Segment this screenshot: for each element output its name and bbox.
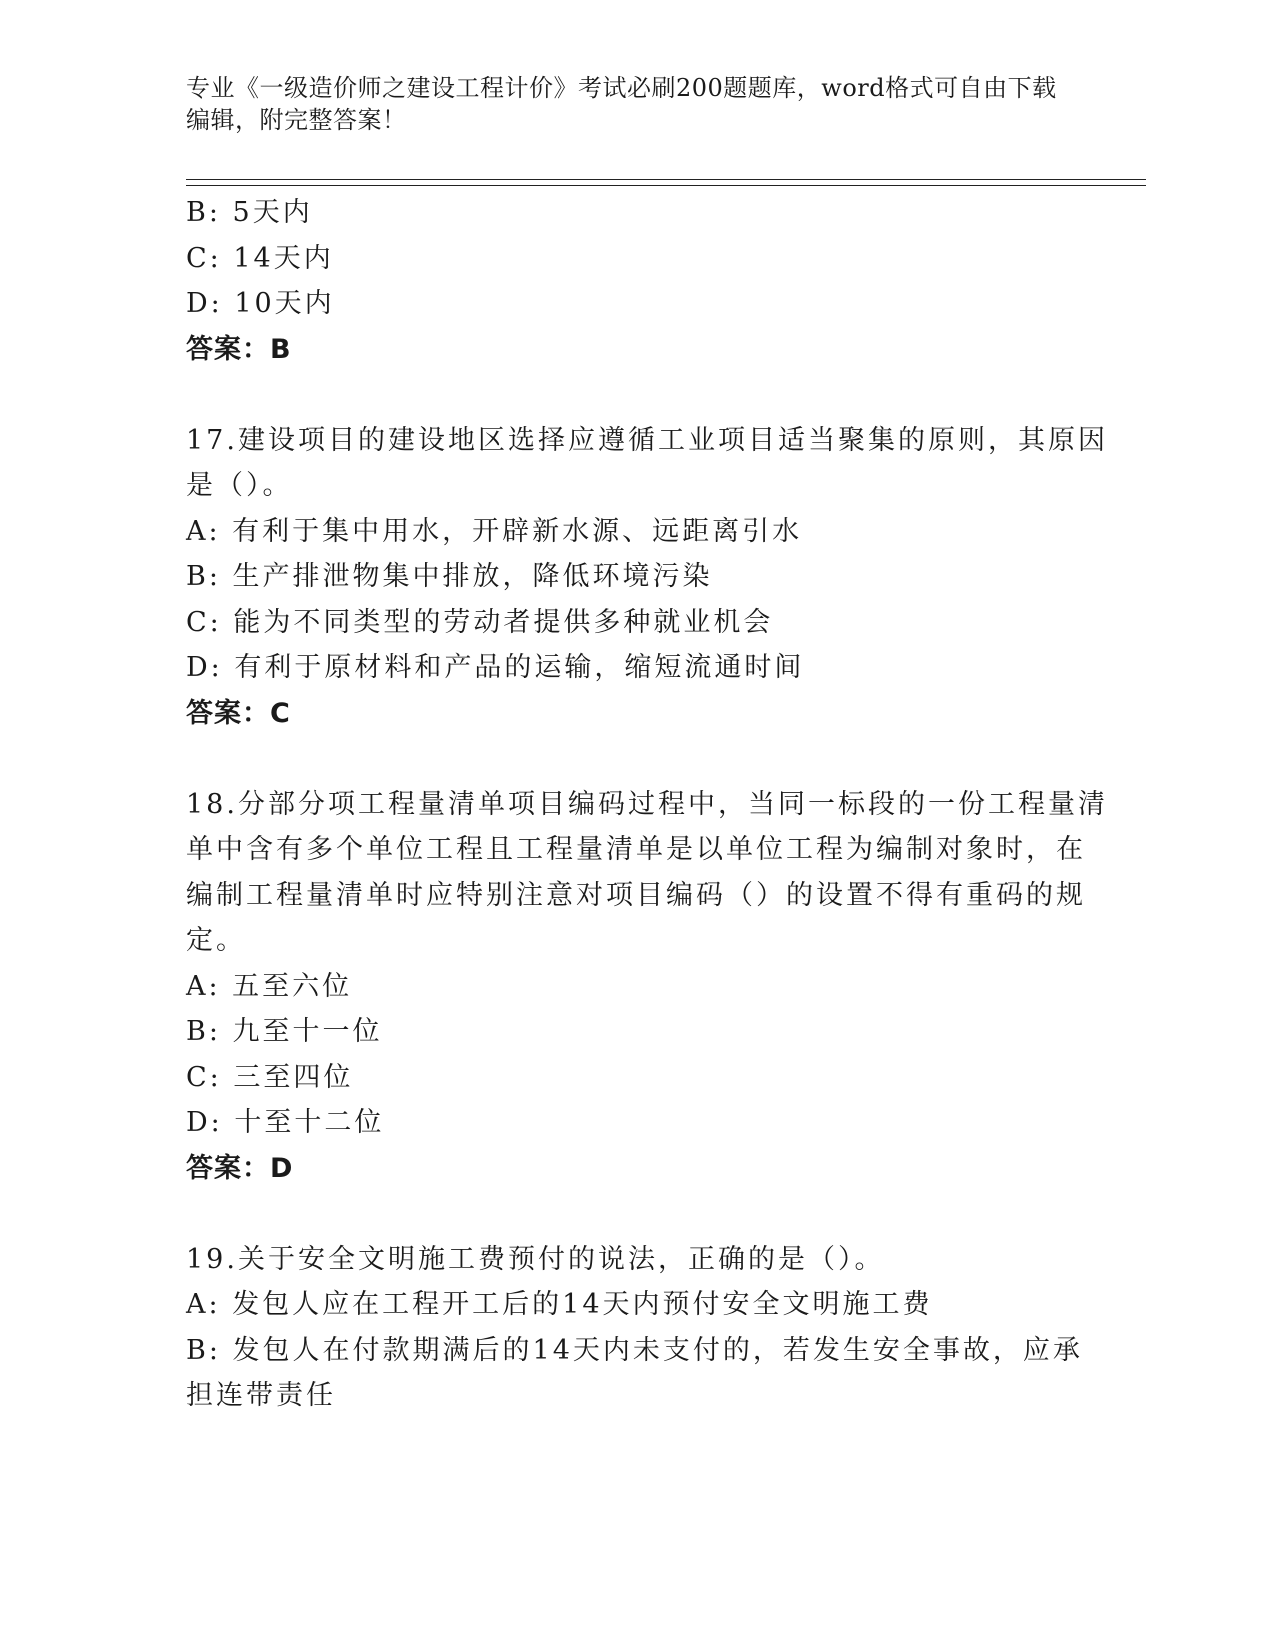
q18-stem-line-2: 单中含有多个单位工程且工程量清单是以单位工程为编制对象时，在 [186,834,1086,865]
q16-answer: 答案：B [186,333,292,365]
q17-option-c: C: 能为不同类型的劳动者提供多种就业机会 [186,606,774,638]
header-divider-top [186,179,1146,180]
question-body [186,190,1108,1419]
q18-option-b: B: 九至十一位 [186,1016,383,1047]
spacer [186,1191,1066,1237]
q19-option-b-line-2: 担连带责任 [186,1380,336,1411]
q17-option-b: B: 生产排泄物集中排放，降低环境污染 [186,561,713,592]
q19-option-a: A: 发包人应在工程开工后的14天内预付安全文明施工费 [186,1289,933,1320]
q19-option-b-line-1: B: 发包人在付款期满后的14天内未支付的，若发生安全事故，应承 [186,1334,1083,1366]
document-header [186,72,1086,136]
question-16-block [186,190,1066,372]
q17-stem-line-1: 17.建设项目的建设地区选择应遵循工业项目适当聚集的原则，其原因 [186,424,1108,456]
q19-stem-line-1: 19.关于安全文明施工费预付的说法，正确的是（）。 [186,1243,885,1275]
header-divider-bottom [186,185,1146,186]
q17-answer: 答案：C [186,697,291,729]
question-19-block [186,1237,1083,1419]
q18-option-d: D: 十至十二位 [186,1107,385,1138]
q17-option-a: A: 有利于集中用水，开辟新水源、远距离引水 [186,515,803,547]
header-line-1: 专业《一级造价师之建设工程计价》考试必刷200题题库，word格式可自由下载 [186,74,1057,102]
q18-option-c: C: 三至四位 [186,1061,354,1093]
q16-option-d: D: 10天内 [186,288,335,319]
spacer [186,372,1066,418]
q17-stem-line-2: 是（）。 [186,470,293,501]
q16-option-c: C: 14天内 [186,242,334,274]
q17-option-d: D: 有利于原材料和产品的运输，缩短流通时间 [186,652,805,683]
q18-option-a: A: 五至六位 [186,970,353,1002]
q18-stem-line-4: 定。 [186,925,246,956]
q18-answer: 答案：D [186,1152,294,1184]
q18-stem-line-3: 编制工程量清单时应特别注意对项目编码（）的设置不得有重码的规 [186,879,1086,911]
header-line-2: 编辑，附完整答案！ [186,106,407,134]
q16-option-b: B: 5天内 [186,197,313,228]
question-17-block [186,418,1108,737]
spacer [186,736,1066,782]
q18-stem-line-1: 18.分部分项工程量清单项目编码过程中，当同一标段的一份工程量清 [186,788,1108,820]
question-18-block [186,782,1108,1192]
